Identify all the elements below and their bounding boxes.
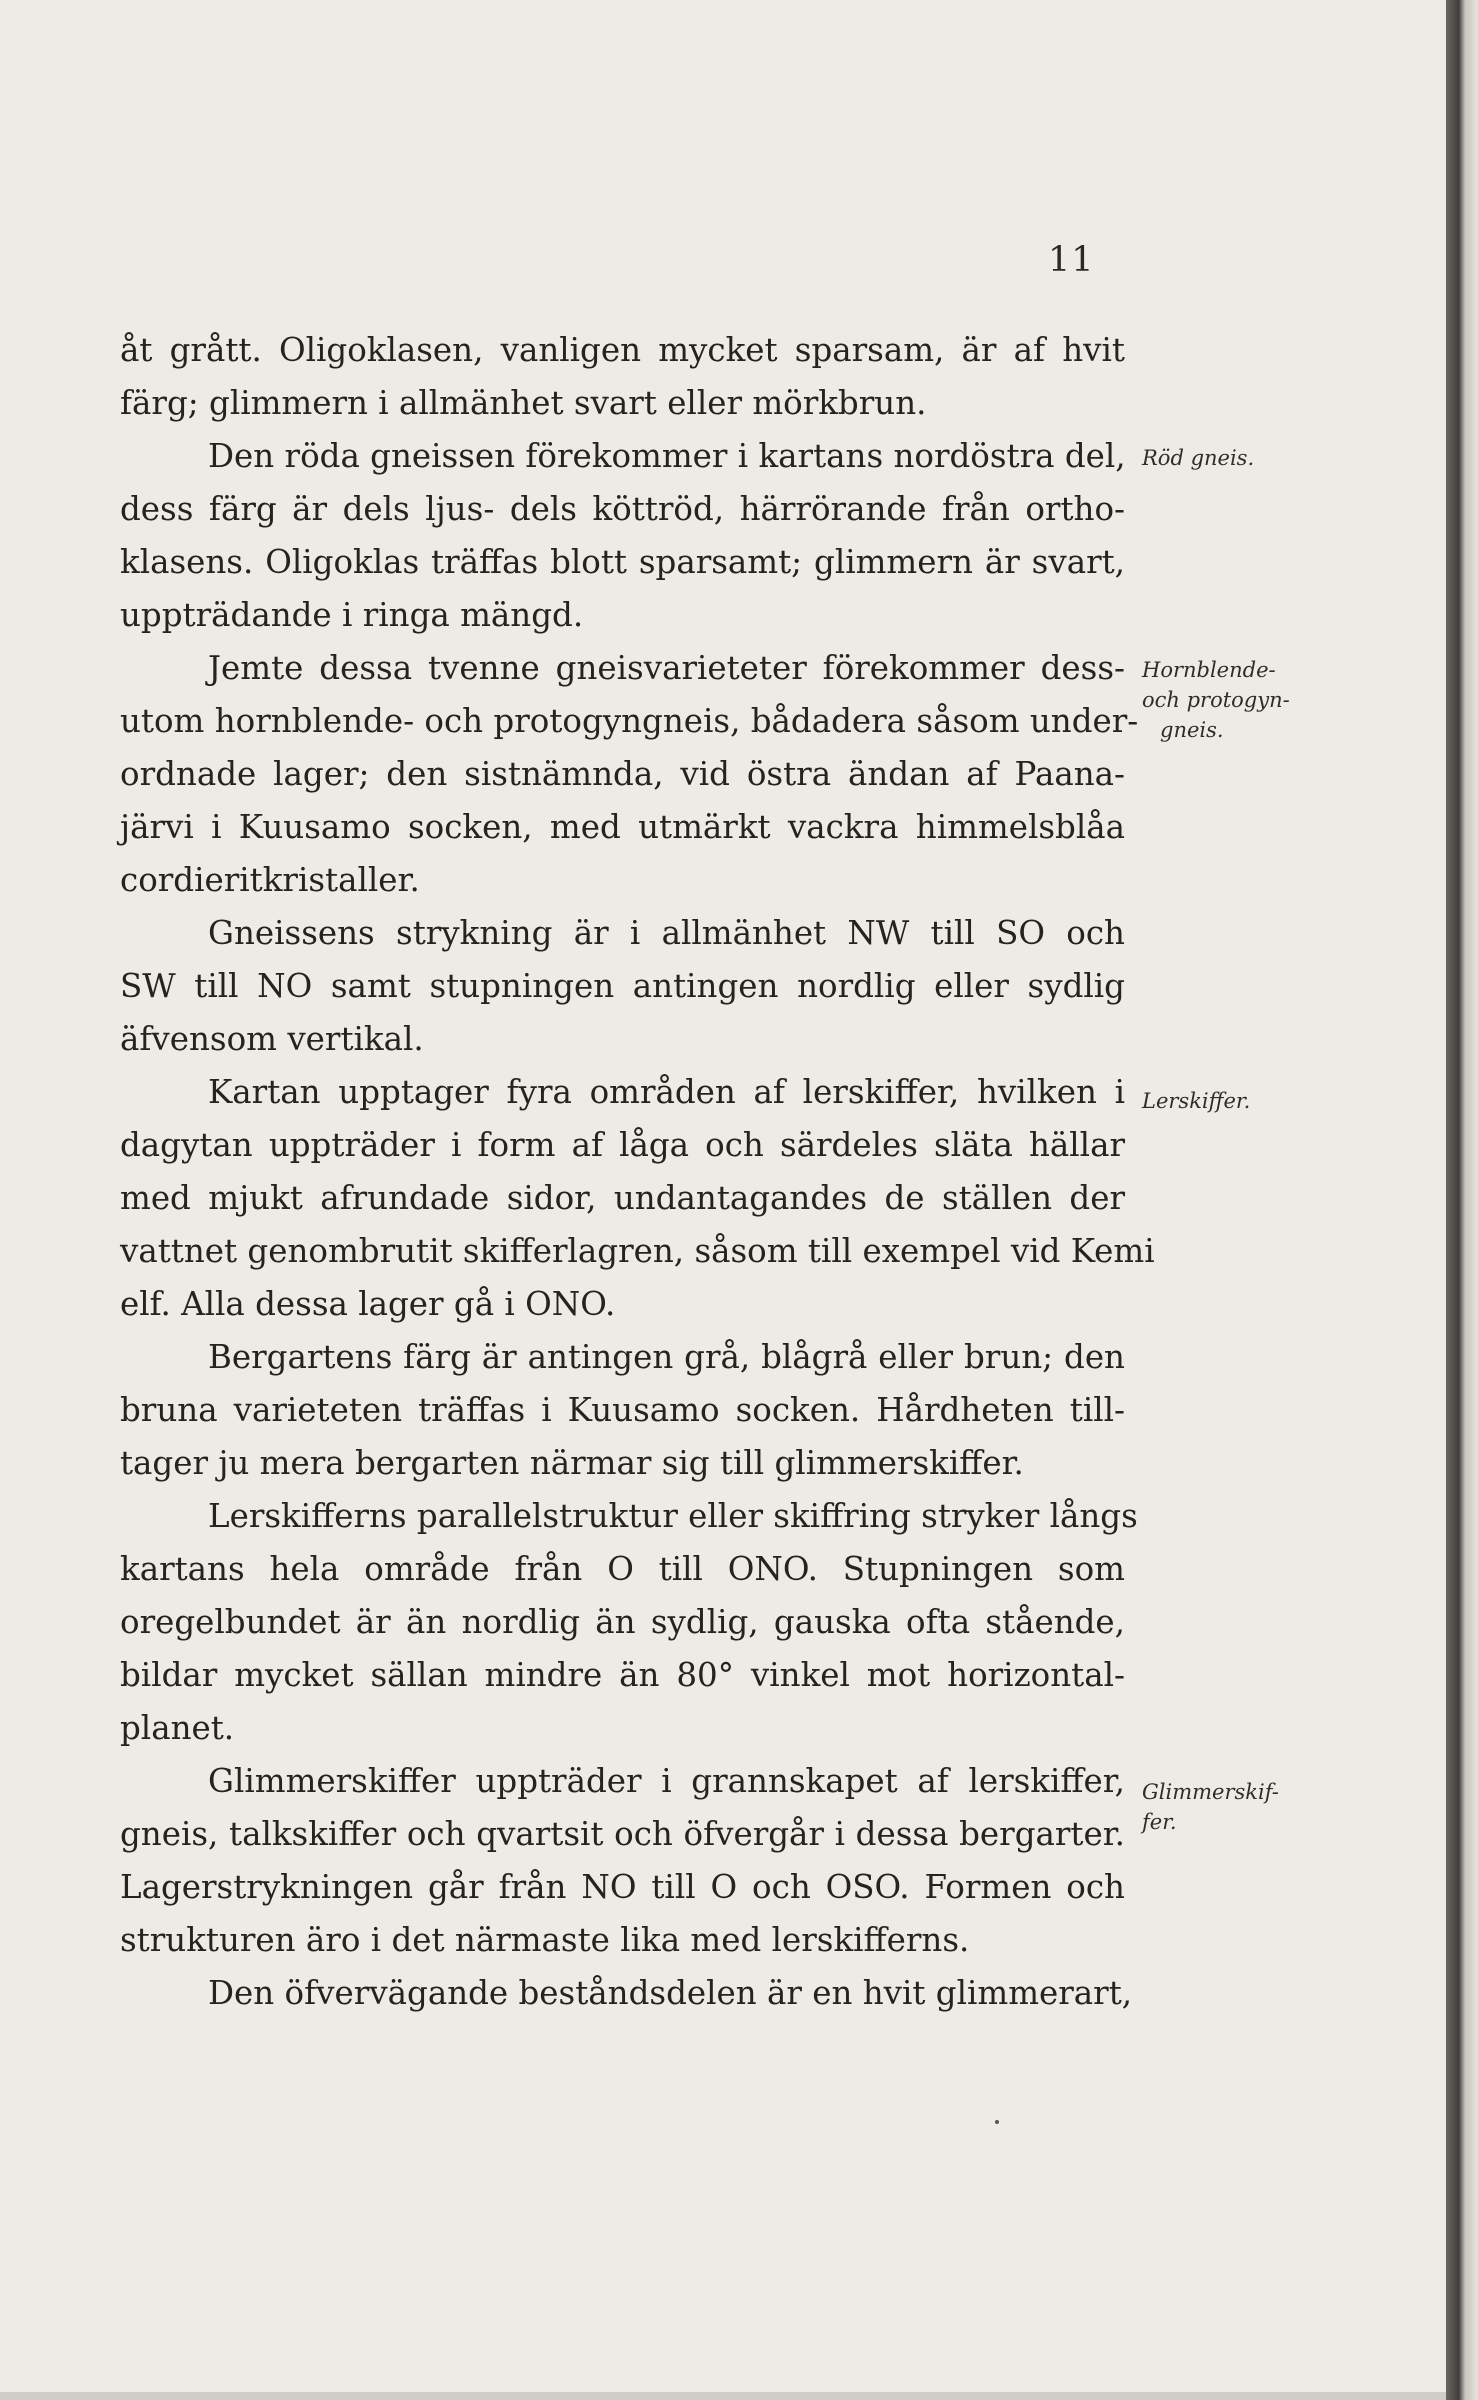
- text-line: strukturen äro i det närmaste lika med lerskifferns.: [120, 1921, 970, 1959]
- text-line: Den röda gneissen förekommer i kartans nordöstra del,: [208, 437, 1126, 475]
- margin-note-rod-gneis: [1142, 443, 1254, 473]
- text-line: bruna varieteten träffas i Kuusamo socken. Hårdheten till-: [120, 1391, 1125, 1429]
- text-line: åt grått. Oligoklasen, vanligen mycket sparsam, är af hvit: [120, 331, 1125, 369]
- text-line: Jemte dessa tvenne gneisvarieteter förekommer dess-: [208, 649, 1125, 687]
- margin-note-hornblende: [1142, 655, 1290, 745]
- margin-note-line: Röd gneis.: [1142, 446, 1255, 470]
- margin-note-lerskiffer: [1142, 1086, 1250, 1116]
- margin-note-line: Lerskiffer.: [1142, 1089, 1251, 1113]
- text-line: dagytan uppträder i form af låga och särdeles släta hällar: [120, 1126, 1125, 1164]
- margin-note-line: Glimmerskif-: [1142, 1780, 1279, 1804]
- text-line: Lagerstrykningen går från NO till O och OSO. Formen och: [120, 1868, 1125, 1906]
- text-line: tager ju mera bergarten närmar sig till glimmerskiffer.: [120, 1444, 1024, 1482]
- page-number: 11: [1048, 240, 1095, 280]
- text-line: vattnet genombrutit skifferlagren, såsom till exempel vid Kemi: [120, 1232, 1155, 1270]
- text-line: klasens. Oligoklas träffas blott sparsamt; glimmern är svart,: [120, 543, 1125, 581]
- book-edge: [1446, 0, 1478, 2400]
- margin-note-line: Hornblende-: [1142, 658, 1276, 682]
- margin-note-line: gneis.: [1160, 718, 1224, 742]
- margin-note-line: fer.: [1142, 1810, 1177, 1834]
- body-text: [120, 324, 1155, 2020]
- text-line: Gneissens strykning är i allmänhet NW till SO och: [208, 914, 1125, 952]
- text-line: Glimmerskiffer uppträder i grannskapet af lerskiffer,: [208, 1762, 1125, 1800]
- text-line: uppträdande i ringa mängd.: [120, 596, 584, 634]
- text-line: järvi i Kuusamo socken, med utmärkt vackra himmelsblåa: [120, 808, 1125, 846]
- text-line: planet.: [120, 1709, 235, 1747]
- text-line: Lerskifferns parallelstruktur eller skiffring stryker långs: [208, 1497, 1138, 1535]
- text-line: cordieritkristaller.: [120, 861, 420, 899]
- paper-speck: [995, 2120, 999, 2124]
- text-line: elf. Alla dessa lager gå i ONO.: [120, 1285, 616, 1323]
- text-line: med mjukt afrundade sidor, undantagandes de ställen der: [120, 1179, 1125, 1217]
- text-line: gneis, talkskiffer och qvartsit och öfvergår i dessa bergarter.: [120, 1815, 1125, 1853]
- text-line: kartans hela område från O till ONO. Stupningen som: [120, 1550, 1125, 1588]
- text-line: utom hornblende- och protogyngneis, bådadera såsom under-: [120, 702, 1139, 740]
- text-line: Kartan upptager fyra områden af lerskiffer, hvilken i: [208, 1073, 1125, 1111]
- text-line: Bergartens färg är antingen grå, blågrå eller brun; den: [208, 1338, 1125, 1376]
- margin-note-line: och protogyn-: [1142, 688, 1290, 712]
- text-line: ordnade lager; den sistnämnda, vid östra ändan af Paana-: [120, 755, 1125, 793]
- text-line: färg; glimmern i allmänhet svart eller mörkbrun.: [120, 384, 927, 422]
- text-line: äfvensom vertikal.: [120, 1020, 424, 1058]
- text-line: bildar mycket sällan mindre än 80° vinkel mot horizontal-: [120, 1656, 1125, 1694]
- text-line: Den öfvervägande beståndsdelen är en hvit glimmerart,: [208, 1974, 1133, 2012]
- text-line: SW till NO samt stupningen antingen nordlig eller sydlig: [120, 967, 1125, 1005]
- text-line: oregelbundet är än nordlig än sydlig, gauska ofta stående,: [120, 1603, 1125, 1641]
- text-line: dess färg är dels ljus- dels köttröd, härrörande från ortho-: [120, 490, 1125, 528]
- margin-note-glimmerskiffer: [1142, 1777, 1279, 1837]
